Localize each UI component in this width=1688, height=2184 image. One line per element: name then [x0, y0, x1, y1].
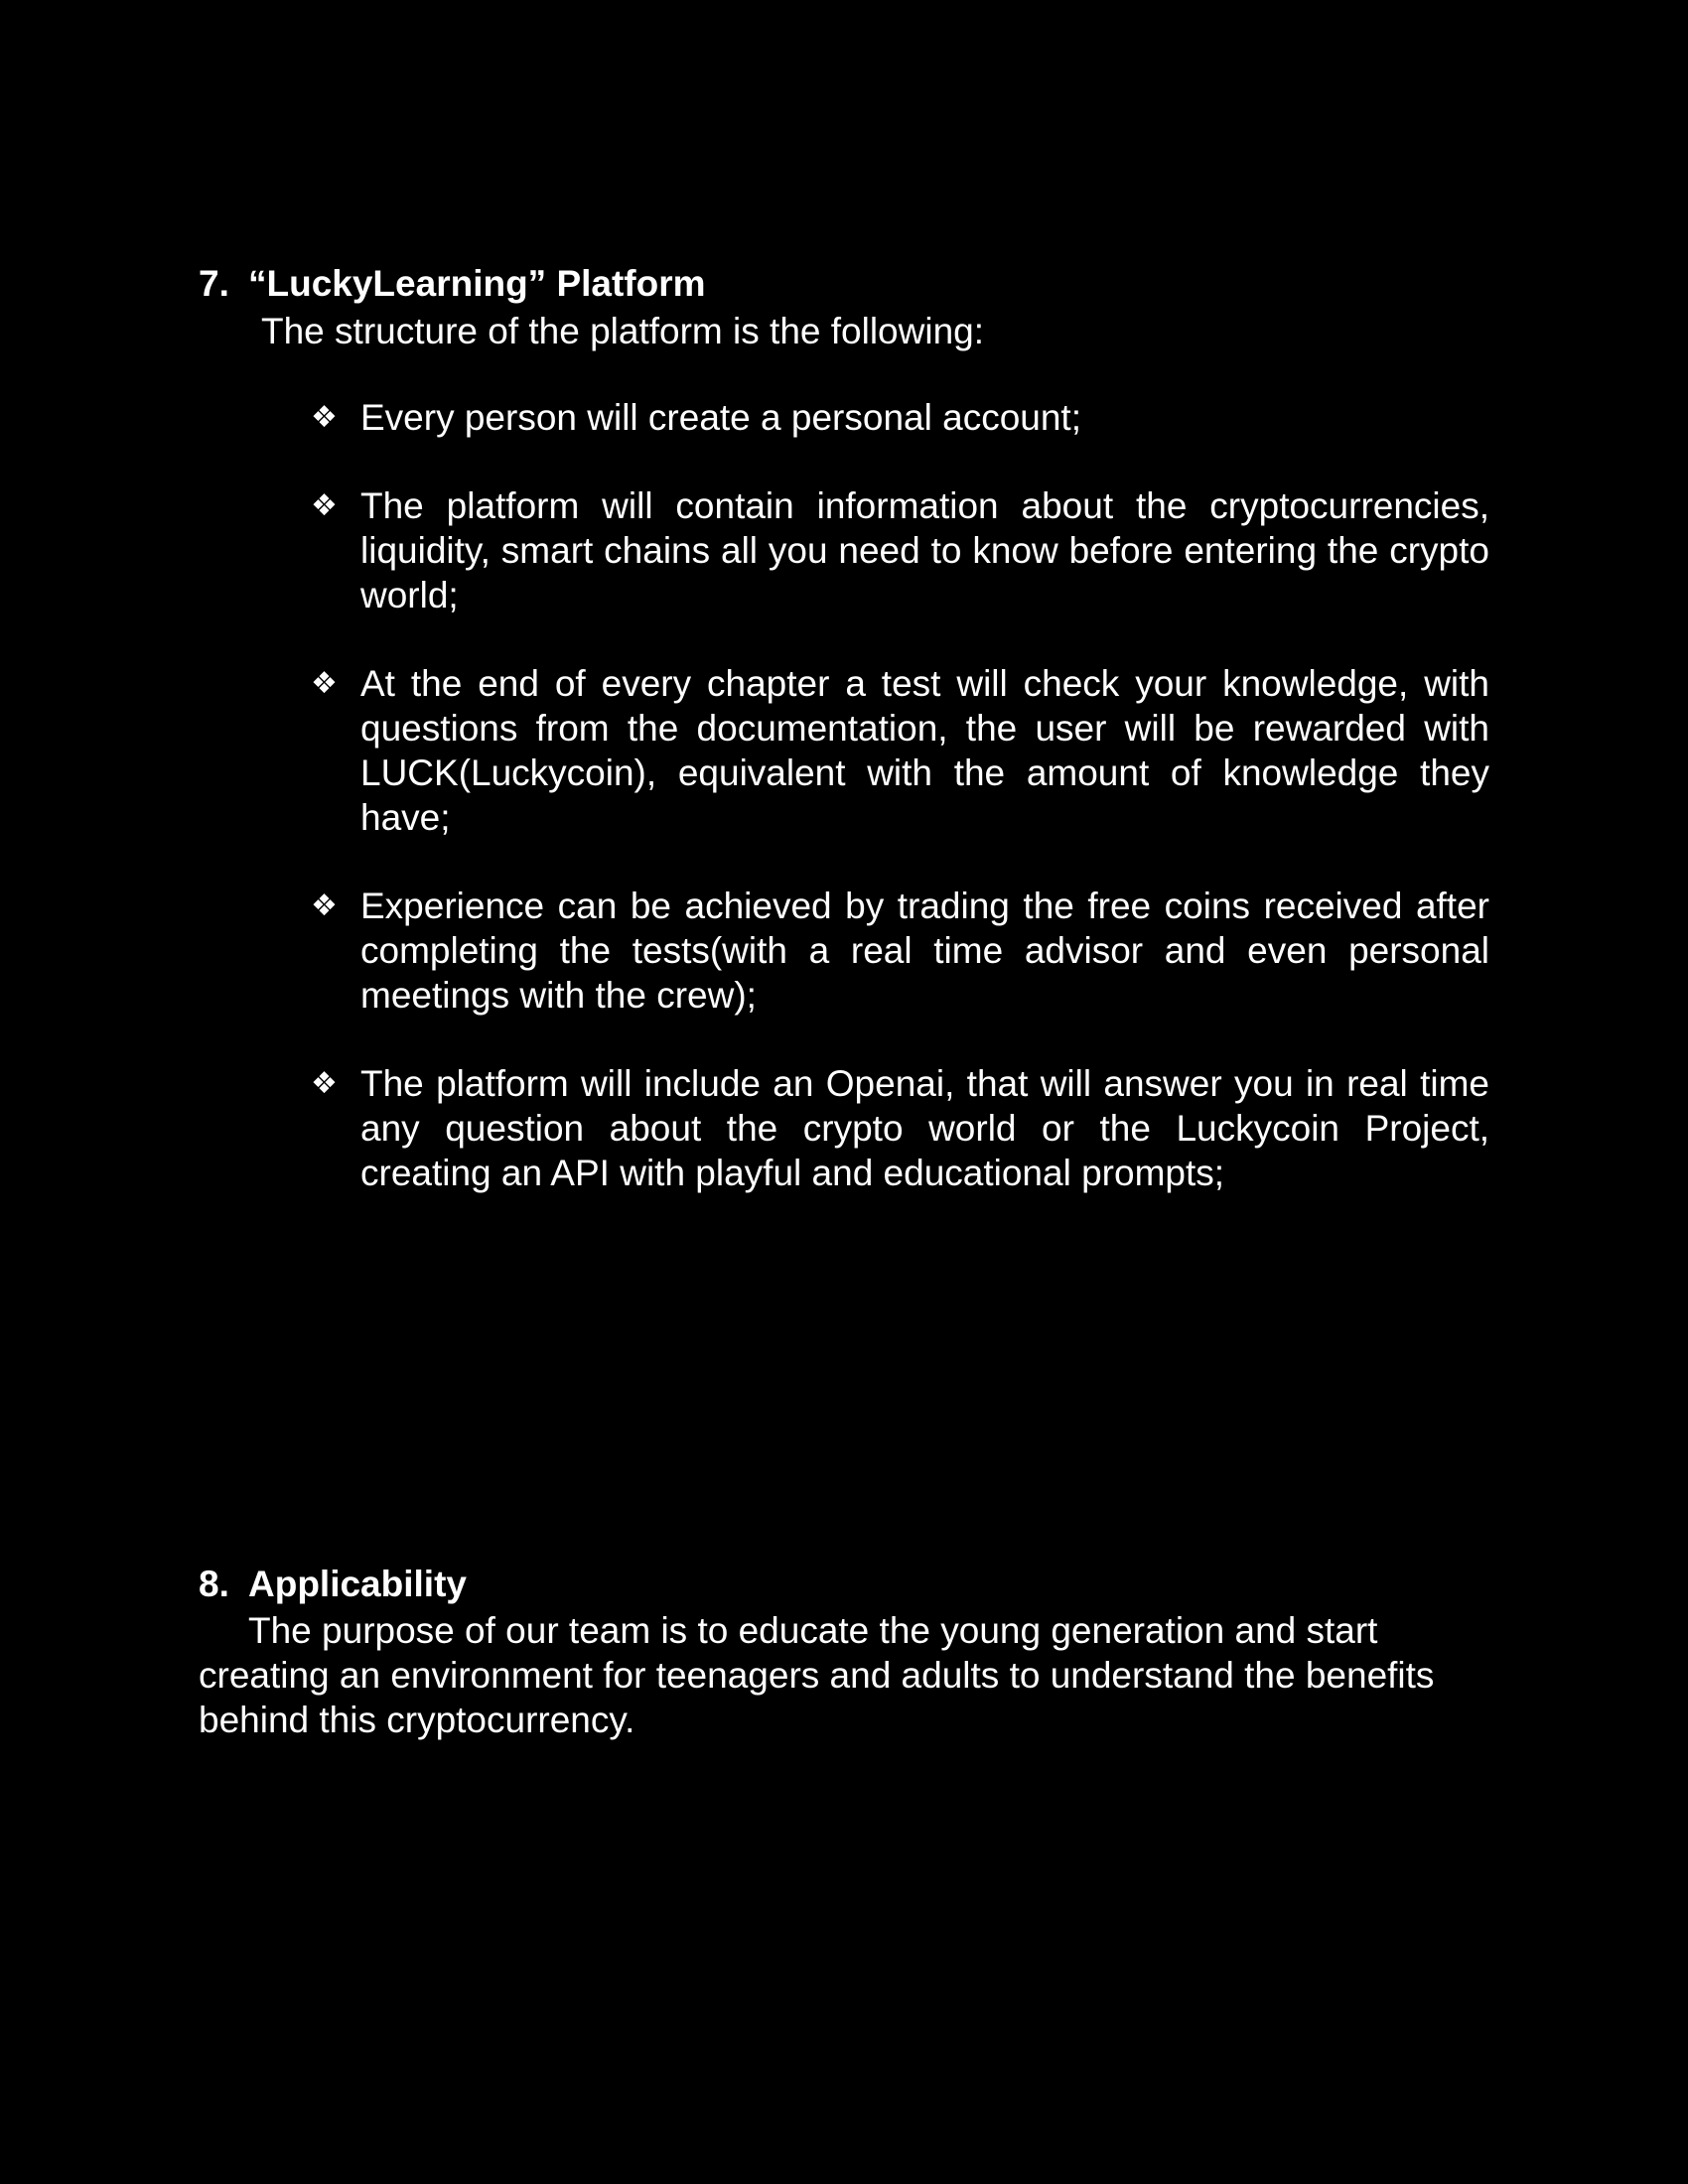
diamond-dots-icon: ❖ [311, 401, 338, 434]
section-intro: The structure of the platform is the following: [261, 311, 985, 351]
section-heading [199, 1561, 1450, 1608]
section-number: 8. [199, 1564, 229, 1604]
list-item-text: The platform will contain information about the cryptocurrencies, liquidity, smart chains all you need to know before entering the crypto world; [360, 485, 1489, 615]
section-body: The purpose of our team is to educate the young generation and start creating an environment for teenagers and adults to understand the benefits behind this cryptocurrency. [199, 1610, 1435, 1740]
list-item [199, 661, 1489, 840]
diamond-dots-icon: ❖ [311, 489, 338, 522]
list-item-text: At the end of every chapter a test will check your knowledge, with questions from the documentation, the user will be rewarded with LUCK(Luckycoin), equivalent with the amount of knowledge they have; [360, 663, 1489, 838]
list-item-text: The platform will include an Openai, that will answer you in real time any question about the crypto world or the Luckycoin Project, creating an API with playful and educational prompts; [360, 1063, 1489, 1193]
section-applicability [199, 1561, 1450, 1742]
section-luckylearning-platform [199, 260, 1489, 1239]
list-item-text: Experience can be achieved by trading the free coins received after completing the tests(with a real time advisor and even personal meetings with the crew); [360, 886, 1489, 1016]
section-title: Applicability [248, 1564, 467, 1604]
list-item [199, 395, 1489, 440]
section-number: 7. [199, 263, 229, 304]
section-title: “LuckyLearning” Platform [248, 263, 706, 304]
diamond-dots-icon: ❖ [311, 889, 338, 922]
list-item [199, 483, 1489, 617]
list-item-text: Every person will create a personal account; [360, 397, 1081, 438]
diamond-dots-icon: ❖ [311, 667, 338, 700]
list-item [199, 1061, 1489, 1195]
list-item [199, 884, 1489, 1018]
feature-list [199, 395, 1489, 1195]
diamond-dots-icon: ❖ [311, 1067, 338, 1100]
section-heading [199, 260, 1489, 308]
